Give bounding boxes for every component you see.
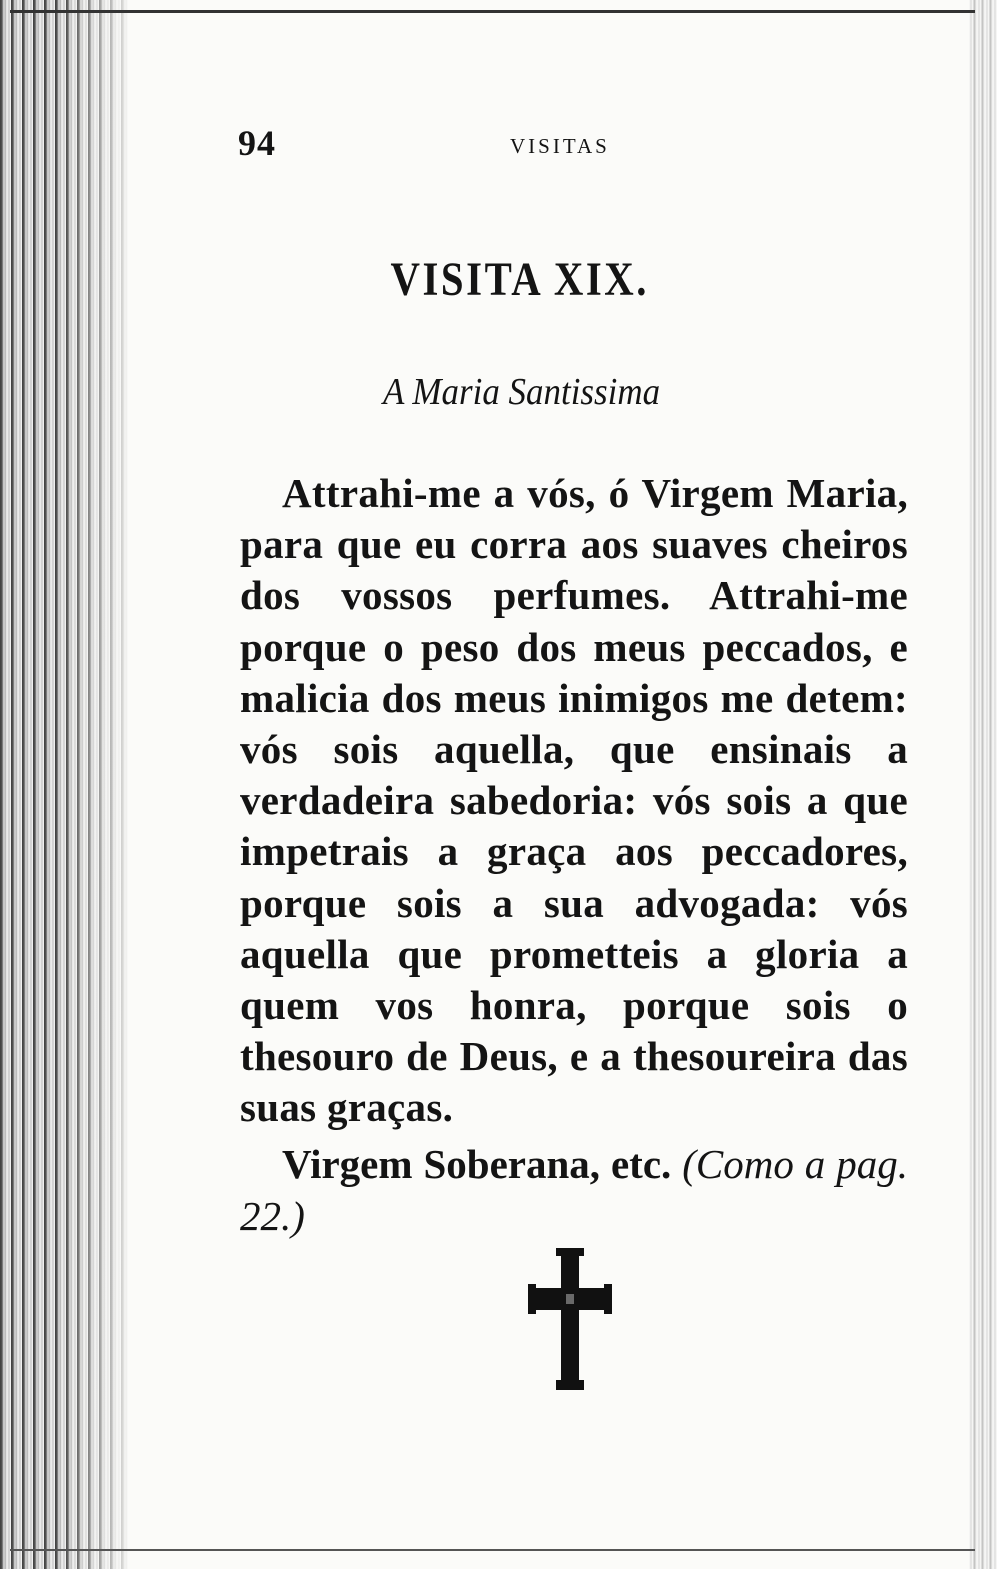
cross-center-detail bbox=[566, 1294, 574, 1304]
gutter-shadow bbox=[60, 0, 140, 1569]
scan-top-border bbox=[10, 10, 975, 13]
visit-title: VISITA XIX. bbox=[390, 253, 650, 306]
cross-bottom-cap bbox=[556, 1380, 584, 1390]
prayer-text: Attrahi-me a vós, ó Virgem Maria, para que eu corra aos suaves cheiros dos vossos perfumes. Attrahi-me porque o peso dos meus peccados, e malicia dos meus inimigos me detem: vós sois aquella, que ensinais a verdadeira sabedoria: vós sois a que impetrais a graça aos peccadores, porque sois a sua advogada: vós aquella que prometteis a gloria a quem vos honra, porque sois o thesouro de Deus, e a thesoureira das suas graças. bbox=[240, 470, 908, 1131]
visit-subtitle: A Maria Santissima bbox=[382, 371, 661, 413]
page-header bbox=[238, 122, 858, 162]
closing-text: Virgem Soberana, etc. bbox=[282, 1141, 672, 1187]
page-number: 94 bbox=[238, 123, 276, 163]
cross-right-cap bbox=[604, 1284, 612, 1314]
cross-top-cap bbox=[556, 1248, 584, 1256]
running-head: VISITAS bbox=[510, 134, 610, 158]
cross-vertical-bar bbox=[561, 1250, 579, 1386]
cross-shape bbox=[528, 1248, 612, 1390]
prayer-paragraph bbox=[240, 468, 908, 1134]
scan-bottom-border bbox=[10, 1549, 975, 1551]
cross-left-cap bbox=[528, 1284, 536, 1314]
closing-line bbox=[240, 1138, 908, 1242]
page-edge bbox=[969, 0, 997, 1569]
closing-reference: (Como a pag. 22.) bbox=[240, 1141, 908, 1239]
cross-icon bbox=[528, 1248, 612, 1390]
